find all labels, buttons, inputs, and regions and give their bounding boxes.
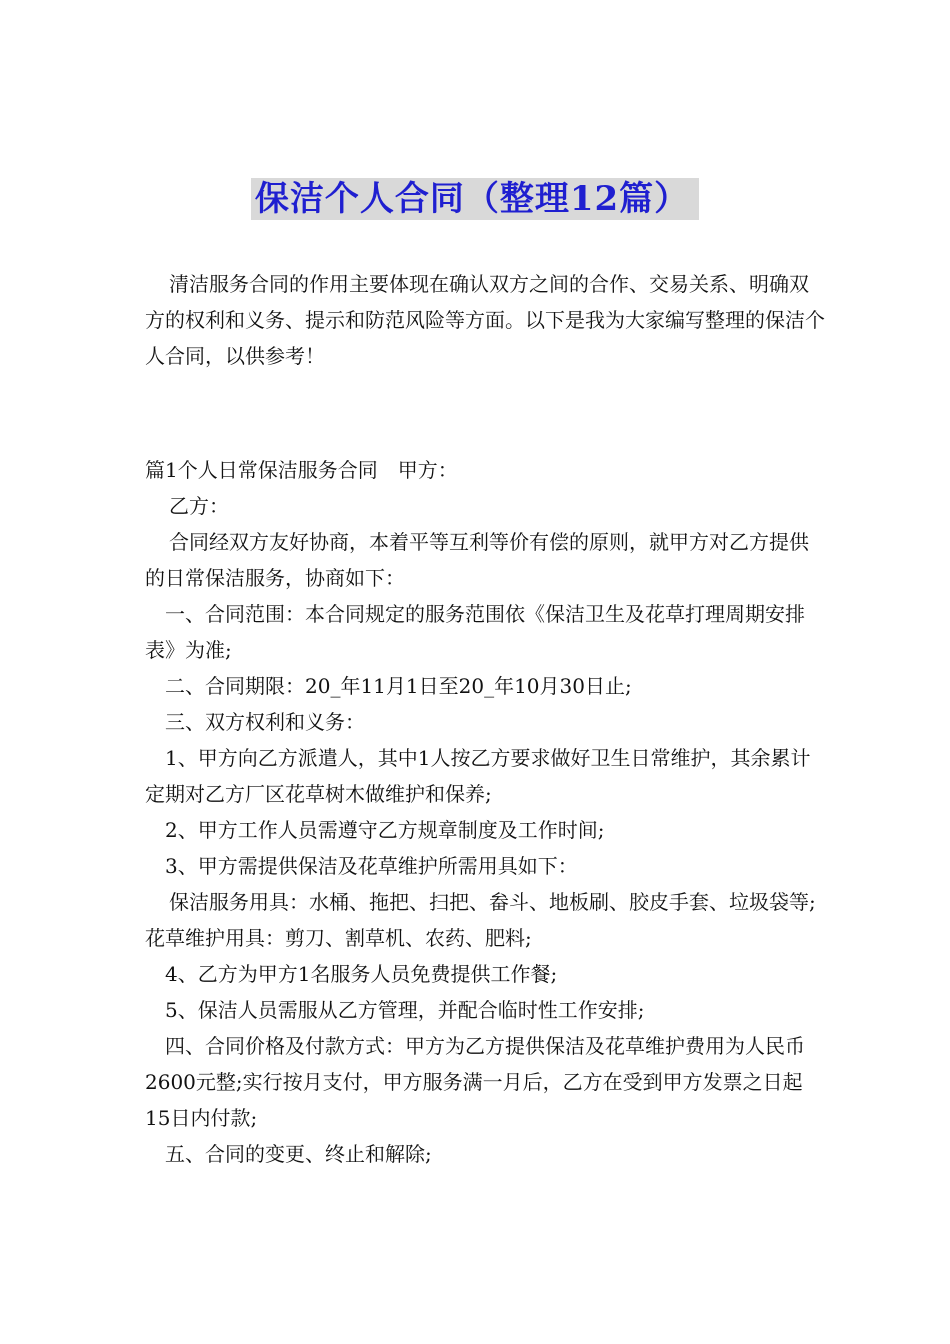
clause-item-2: 2、甲方工作人员需遵守乙方规章制度及工作时间; bbox=[165, 818, 605, 842]
clause-item-1: 1、甲方向乙方派遣人，其中1人按乙方要求做好卫生日常维护，其余累计定期对乙方厂区花草树木做维护和保养; bbox=[145, 746, 811, 806]
contract-body bbox=[145, 452, 825, 1172]
clause-change-termination: 五、合同的变更、终止和解除; bbox=[165, 1142, 432, 1166]
contract-heading: 篇1个人日常保洁服务合同 甲方： bbox=[145, 458, 458, 482]
clause-scope: 一、合同范围：本合同规定的服务范围依《保洁卫生及花草打理周期安排表》为准; bbox=[145, 602, 805, 662]
clause-term: 二、合同期限：20_年11月1日至20_年10月30日止; bbox=[165, 674, 632, 698]
clause-rights-heading: 三、双方权利和义务： bbox=[165, 710, 365, 734]
party-b-line: 乙方： bbox=[169, 494, 229, 518]
clause-item-4: 4、乙方为甲方1名服务人员免费提供工作餐; bbox=[165, 962, 558, 986]
clause-price-payment: 四、合同价格及付款方式：甲方为乙方提供保洁及花草维护费用为人民币2600元整;实行按月支付，甲方服务满一月后，乙方在受到甲方发票之日起15日内付款; bbox=[145, 1034, 805, 1130]
document-title: 保洁个人合同（整理12篇） bbox=[251, 178, 699, 220]
clause-item-3: 3、甲方需提供保洁及花草维护所需用具如下： bbox=[165, 854, 578, 878]
clause-item-5: 5、保洁人员需服从乙方管理，并配合临时性工作安排; bbox=[165, 998, 645, 1022]
intro-paragraph: 清洁服务合同的作用主要体现在确认双方之间的合作、交易关系、明确双方的权利和义务、提示和防范风险等方面。以下是我为大家编写整理的保洁个人合同，以供参考！ bbox=[145, 272, 825, 368]
contract-preamble: 合同经双方友好协商，本着平等互利等价有偿的原则，就甲方对乙方提供的日常保洁服务，协商如下： bbox=[145, 530, 809, 590]
intro-section bbox=[145, 266, 825, 374]
title-container bbox=[0, 178, 950, 220]
tools-list: 保洁服务用具：水桶、拖把、扫把、畚斗、地板刷、胶皮手套、垃圾袋等; 花草维护用具：剪刀、割草机、农药、肥料; bbox=[145, 890, 816, 950]
